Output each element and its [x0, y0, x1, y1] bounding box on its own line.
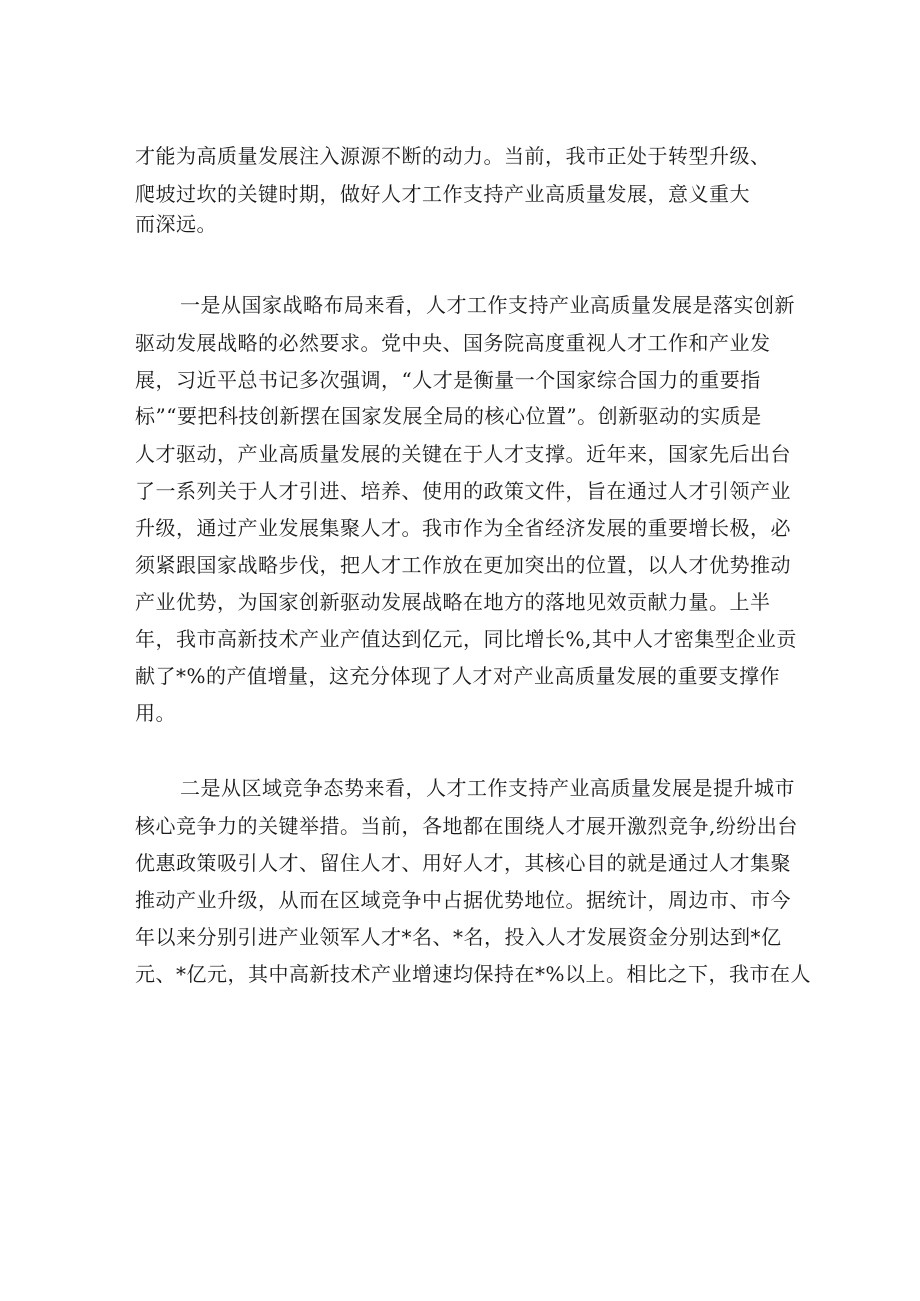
paragraph-2-line-6: 了一系列关于人才引进、培养、使用的政策文件，旨在通过人才引领产业 — [135, 479, 791, 503]
paragraph-3-line-6: 元、*亿元，其中高新技术产业增速均保持在*%以上。相比之下，我市在人 — [135, 962, 812, 986]
paragraph-3-line-4: 推动产业升级，从而在区域竞争中占据优势地位。据统计，周边市、市今 — [135, 888, 791, 912]
paragraph-2-line-2: 驱动发展战略的必然要求。党中央、国务院高度重视人才工作和产业发 — [135, 331, 771, 355]
paragraph-2-line-5: 人才驱动，产业高质量发展的关键在于人才支撑。近年来，国家先后出台 — [135, 442, 791, 466]
paragraph-2-line-9: 产业优势，为国家创新驱动发展战略在地方的落地见效贡献力量。上半 — [135, 590, 771, 614]
paragraph-2-line-10: 年，我市高新技术产业产值达到亿元，同比增长%,其中人才密集型企业贡 — [135, 627, 797, 651]
paragraph-2-line-3: 展，习近平总书记多次强调，“人才是衡量一个国家综合国力的重要指 — [135, 368, 761, 392]
paragraph-2-line-12: 用。 — [135, 701, 176, 725]
paragraph-2-line-8: 须紧跟国家战略步伐，把人才工作放在更加突出的位置，以人才优势推动 — [135, 553, 791, 577]
paragraph-2-line-7: 升级，通过产业发展集聚人才。我市作为全省经济发展的重要增长极，必 — [135, 516, 791, 540]
paragraph-2-line-11: 献了*%的产值增量，这充分体现了人才对产业高质量发展的重要支撑作 — [135, 664, 781, 688]
paragraph-3-line-2: 核心竞争力的关键举措。当前，各地都在围绕人才展开激烈竞争,纷纷出台 — [135, 814, 798, 838]
paragraph-2-line-4: 标”“要把科技创新摆在国家发展全局的核心位置”。创新驱动的实质是 — [135, 404, 762, 428]
paragraph-2-line-1: 一是从国家战略布局来看，人才工作支持产业高质量发展是落实创新 — [180, 293, 795, 317]
paragraph-1-line-1: 才能为高质量发展注入源源不断的动力。当前，我市正处于转型升级、 — [135, 144, 771, 168]
paragraph-3-line-3: 优惠政策吸引人才、留住人才、用好人才，其核心目的就是通过人才集聚 — [135, 851, 791, 875]
paragraph-3-line-1: 二是从区域竞争态势来看，人才工作支持产业高质量发展是提升城市 — [180, 776, 795, 800]
paragraph-1-line-2: 爬坡过坎的关键时期，做好人才工作支持产业高质量发展，意义重大 — [135, 182, 750, 206]
paragraph-3-line-5: 年以来分别引进产业领军人才*名、*名，投入人才发展资金分别达到*亿 — [135, 925, 782, 949]
paragraph-1-line-3: 而深远。 — [135, 212, 217, 236]
